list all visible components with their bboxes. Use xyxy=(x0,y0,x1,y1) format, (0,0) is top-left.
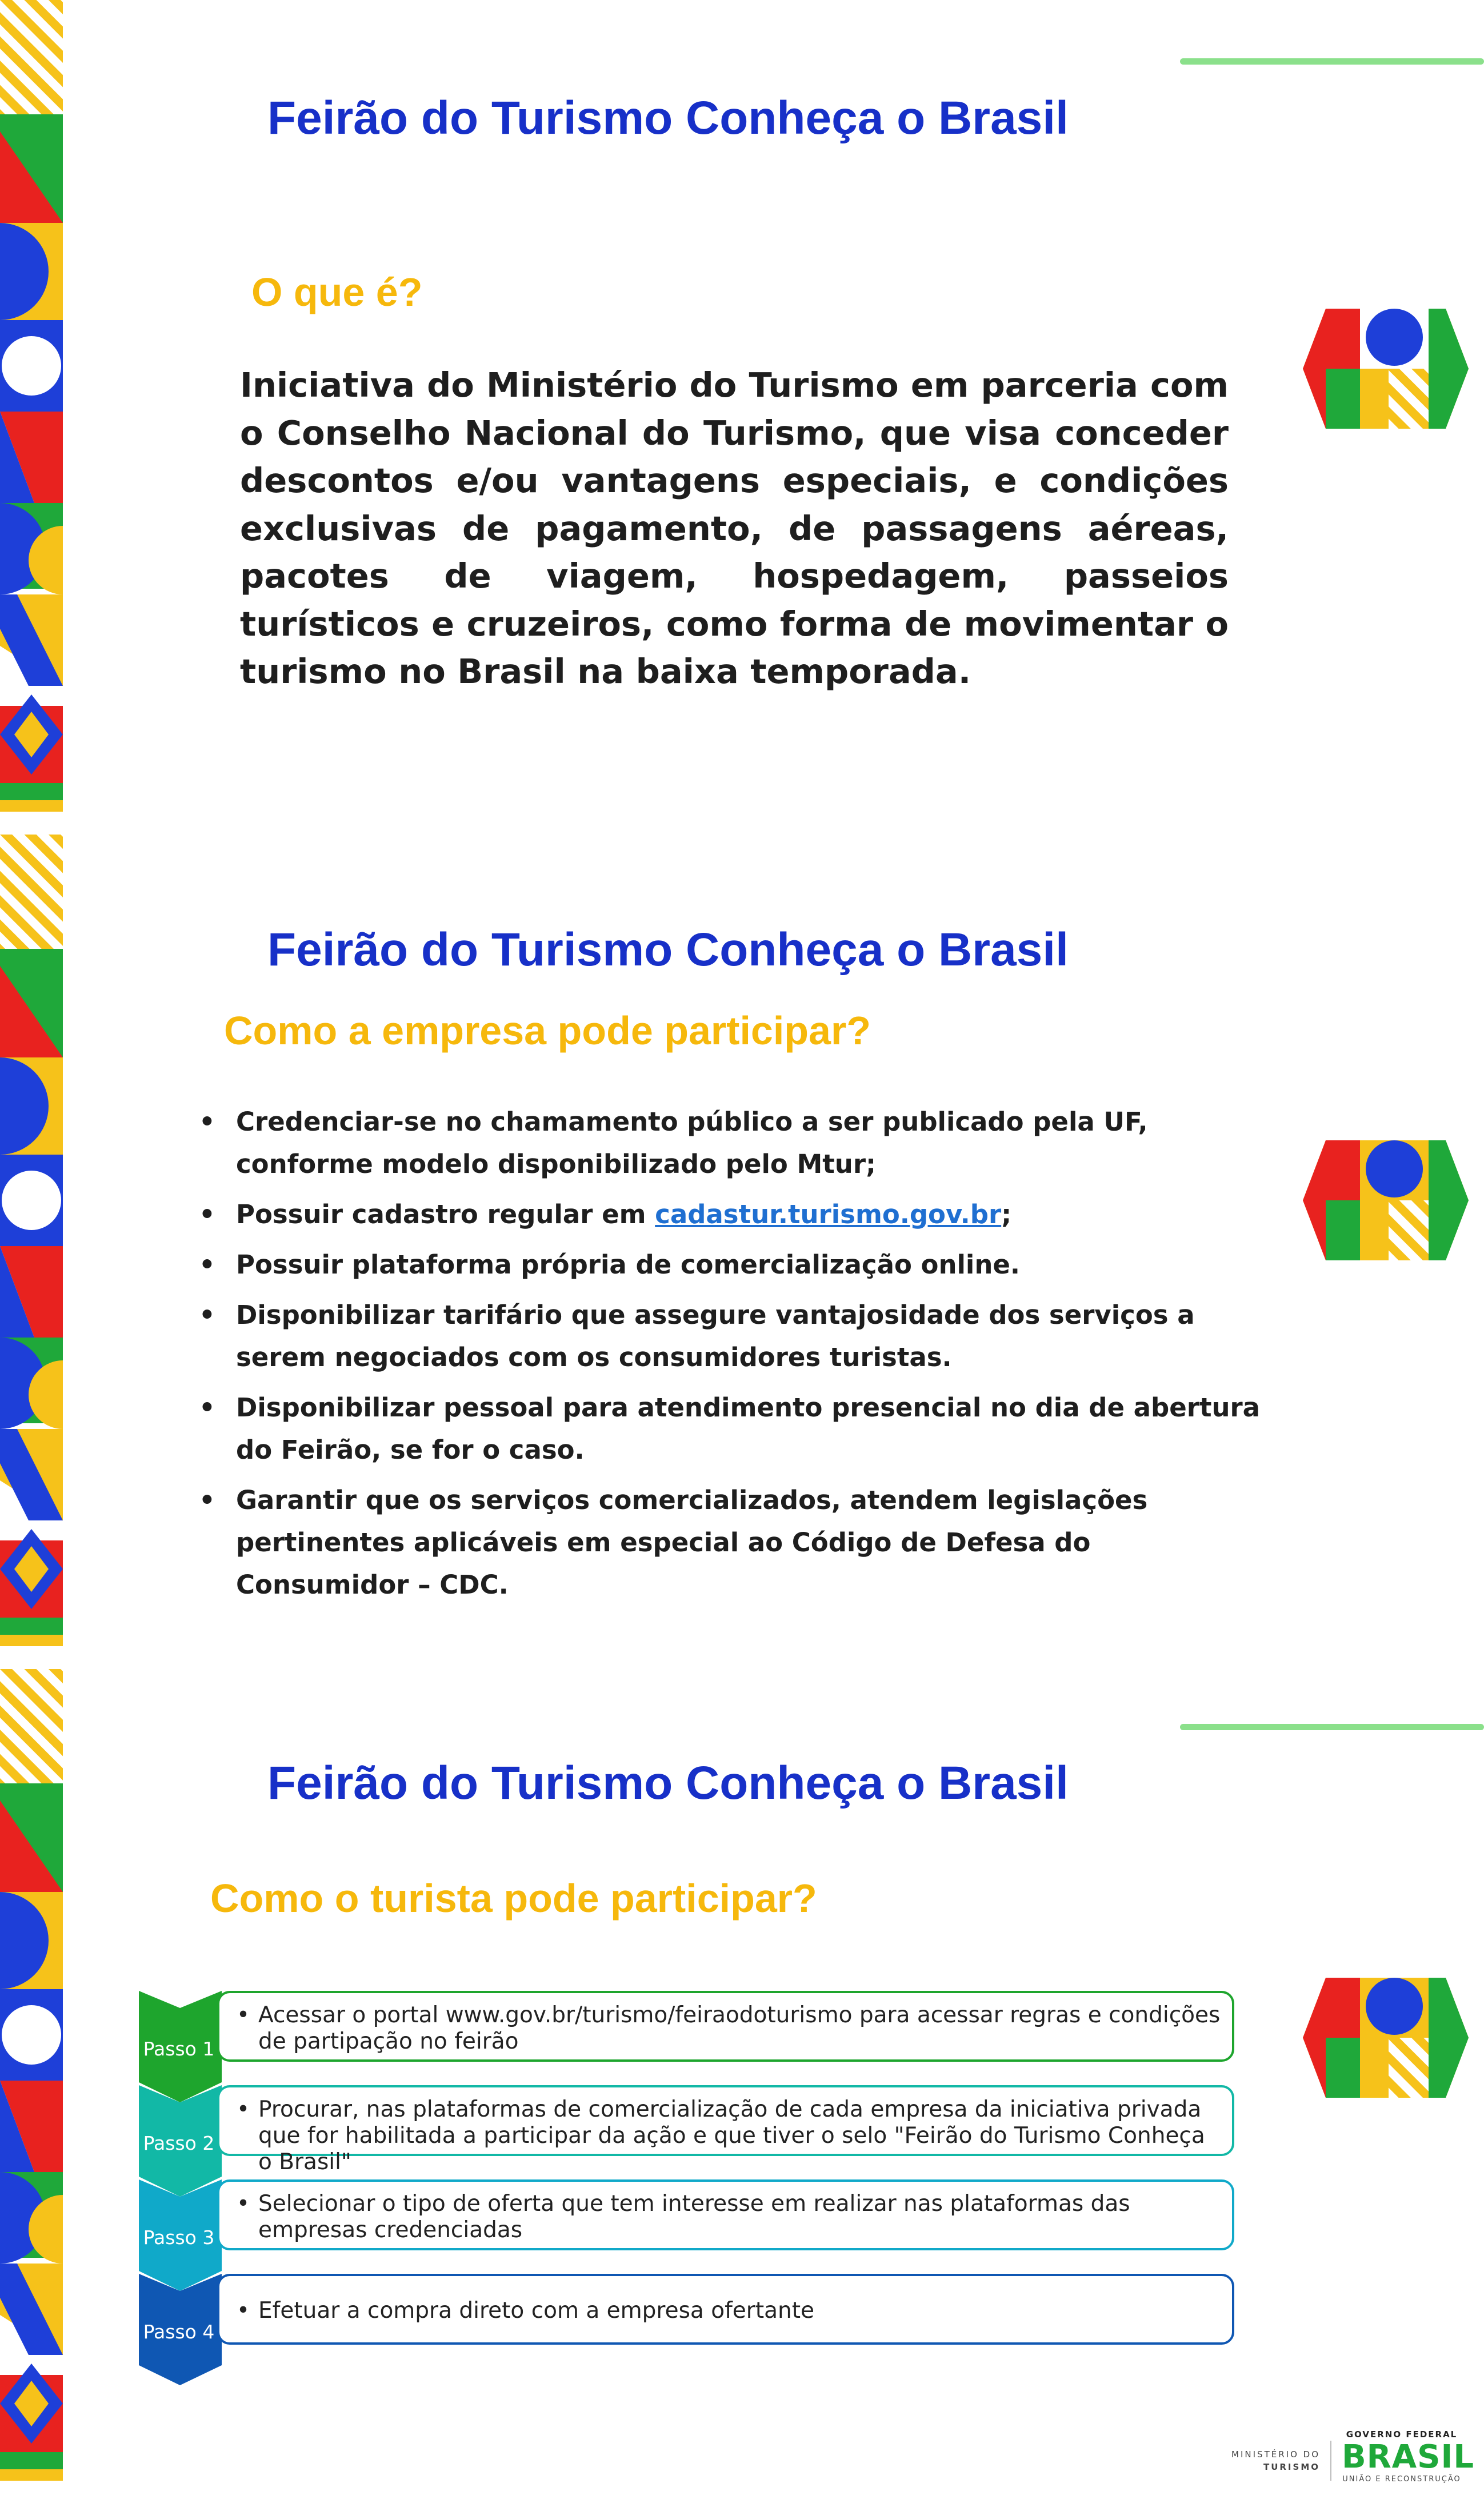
step-text: Efetuar a compra direto com a empresa ofertante xyxy=(258,2298,815,2324)
step-2 xyxy=(0,2085,1484,2188)
governo-federal-logo xyxy=(1342,2429,1474,2484)
step-label: Passo 3 xyxy=(143,2226,215,2249)
step-3 xyxy=(0,2179,1484,2282)
step-box xyxy=(217,1991,1234,2062)
cadastur-link[interactable]: cadastur.turismo.gov.br xyxy=(655,1199,1002,1229)
bullet-icon: • xyxy=(199,1249,215,1280)
list-item xyxy=(194,1387,1263,1471)
bullet-icon: • xyxy=(199,1300,215,1330)
bullet-icon: • xyxy=(237,2097,250,2122)
company-requirements-list xyxy=(194,1101,1263,1614)
footer-divider xyxy=(1330,2441,1331,2481)
section3-subtitle: Como o turista pode participar? xyxy=(210,1876,817,1921)
step-box xyxy=(217,2085,1234,2175)
ministerio-line2: TURISMO xyxy=(1263,2462,1320,2472)
step-text: Selecionar o tipo de oferta que tem interesse em realizar nas plataformas das empresas credenciadas xyxy=(258,2191,1130,2243)
decorative-hexagon-icon xyxy=(1303,309,1469,429)
step-box xyxy=(217,2179,1234,2250)
list-item-text: Disponibilizar pessoal para atendimento presencial no dia de abertura do Feirão, se for o caso. xyxy=(236,1392,1261,1465)
ministerio-line1: MINISTÉRIO DO xyxy=(1231,2449,1320,2460)
section1-title: Feirão do Turismo Conheça o Brasil xyxy=(267,92,1069,144)
ministerio-turismo-logo xyxy=(1229,2448,1320,2473)
bullet-icon: • xyxy=(199,1199,215,1229)
gov-top-text: GOVERNO FEDERAL xyxy=(1346,2429,1458,2440)
bullet-icon: • xyxy=(199,1392,215,1423)
list-item xyxy=(194,1294,1263,1379)
accent-line-top xyxy=(1180,58,1484,65)
list-item-text: Credenciar-se no chamamento público a ser publicado pela UF, conforme modelo disponibilizado pelo Mtur; xyxy=(236,1107,1148,1179)
step-1 xyxy=(0,1991,1484,2094)
gov-bottom-text: UNIÃO E RECONSTRUÇÃO xyxy=(1342,2475,1461,2484)
bullet-icon: • xyxy=(199,1485,215,1515)
step-label: Passo 1 xyxy=(143,2038,215,2060)
accent-line-bottom xyxy=(1180,1724,1484,1730)
bullet-icon: • xyxy=(237,2002,250,2028)
bullet-icon: • xyxy=(237,2191,250,2217)
section1-subtitle: O que é? xyxy=(251,270,423,314)
list-item xyxy=(194,1244,1263,1286)
list-item-text: Possuir plataforma própria de comercialização online. xyxy=(236,1249,1020,1280)
list-item-text: Garantir que os serviços comercializados, atendem legislações pertinentes aplicáveis em especial ao Código de Defesa do Consumidor – CDC. xyxy=(236,1485,1148,1600)
list-item-text: Disponibilizar tarifário que assegure vantajosidade dos serviços a serem negociados com os consumidores turistas. xyxy=(236,1300,1195,1372)
section1-paragraph: Iniciativa do Ministério do Turismo em parceria com o Conselho Nacional do Turismo, que visa conceder descontos e/ou vantagens especiais, e condições exclusivas de pagamento, de passagens aéreas, pacotes de viagem, hospedagem, passeios turísticos e cruzeiros, como forma de movimentar o turismo no Brasil na baixa temporada. xyxy=(240,365,1229,691)
step-box xyxy=(217,2274,1234,2345)
section2-title: Feirão do Turismo Conheça o Brasil xyxy=(267,924,1069,976)
list-item xyxy=(194,1193,1263,1236)
list-item xyxy=(194,1479,1263,1606)
step-label: Passo 4 xyxy=(143,2321,215,2343)
bullet-icon: • xyxy=(237,2298,250,2324)
step-label: Passo 2 xyxy=(143,2132,215,2154)
section2-subtitle: Como a empresa pode participar? xyxy=(224,1008,871,1053)
section3-title: Feirão do Turismo Conheça o Brasil xyxy=(267,1757,1069,1809)
list-item-text: Possuir cadastro regular em xyxy=(236,1199,655,1229)
step-text: Procurar, nas plataformas de comercialização de cada empresa da iniciativa privada que for habilitada a participar da ação e que tiver o selo "Feirão do Turismo Conheça o Brasil" xyxy=(258,2097,1205,2175)
list-item-suffix: ; xyxy=(1001,1199,1012,1229)
gov-brand-text: BRASIL xyxy=(1342,2438,1474,2476)
decorative-hexagon-icon xyxy=(1303,1140,1469,1260)
list-item xyxy=(194,1101,1263,1185)
step-text: Acessar o portal www.gov.br/turismo/feiraodoturismo para acessar regras e condições de partipação no feirão xyxy=(258,2002,1221,2054)
bullet-icon: • xyxy=(199,1107,215,1137)
step-4 xyxy=(0,2274,1484,2377)
